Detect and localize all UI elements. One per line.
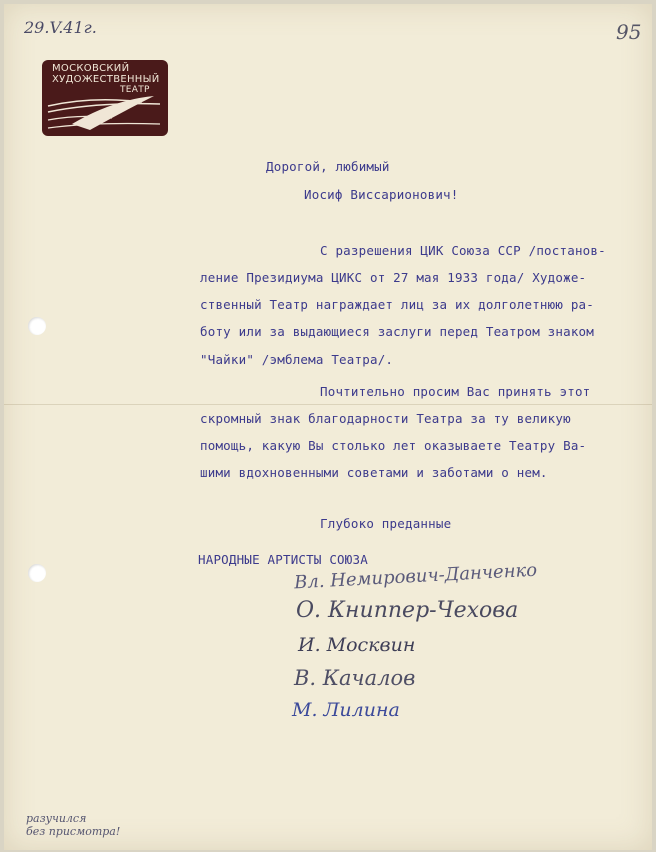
- margin-note: [26, 812, 156, 838]
- theatre-letterhead-logo: [42, 60, 168, 136]
- margin-note-line-1: разучился: [26, 812, 87, 825]
- letterhead-line-1: МОСКОВСКИЙ: [52, 63, 130, 74]
- paragraph-2-line-4: шими вдохновенными советами и заботами о нем.: [200, 465, 548, 480]
- signature-kachalov: В. Качалов: [294, 666, 416, 690]
- paragraph-2-line-1: Почтительно просим Вас принять этот: [320, 384, 591, 399]
- margin-note-line-2: без присмотра!: [26, 825, 121, 838]
- paragraph-2-line-3: помощь, какую Вы столько лет оказываете Театру Ва-: [200, 438, 587, 453]
- paragraph-2-line-2: скромный знак благодарности Театра за ту великую: [200, 411, 571, 426]
- folio-number: 95: [616, 20, 642, 44]
- closing-line: Глубоко преданные: [320, 516, 452, 531]
- letter-page: [4, 4, 652, 850]
- signature-knipper-chekhova: О. Книппер-Чехова: [296, 598, 519, 623]
- letterhead-line-3: ТЕАТР: [120, 85, 150, 95]
- punch-hole-bottom: [28, 564, 46, 582]
- seagull-icon: [42, 94, 168, 136]
- signature-moskvin: И. Москвин: [298, 634, 416, 656]
- handwritten-date: 29.V.41г.: [24, 18, 97, 37]
- paragraph-1-line-1: С разрешения ЦИК Союза ССР /постанов-: [320, 243, 606, 258]
- signature-lilina: М. Лилина: [292, 699, 400, 721]
- letterhead-line-2: ХУДОЖЕСТВЕННЫЙ: [52, 74, 160, 85]
- signatories-heading: НАРОДНЫЕ АРТИСТЫ СОЮЗА: [198, 552, 368, 567]
- paragraph-1-line-4: боту или за выдающиеся заслуги перед Театром знаком: [200, 324, 595, 339]
- paragraph-1-line-2: ление Президиума ЦИКС от 27 мая 1933 года/ Художе-: [200, 270, 587, 285]
- salutation-line-1: Дорогой, любимый: [266, 159, 390, 174]
- punch-hole-top: [28, 317, 46, 335]
- signature-nemirovich-danchenko: Вл. Немирович-Данченко: [293, 559, 538, 594]
- paragraph-1-line-5: "Чайки" /эмблема Театра/.: [200, 352, 394, 367]
- salutation-line-2: Иосиф Виссарионович!: [304, 187, 459, 202]
- fold-line: [4, 404, 652, 405]
- paragraph-1-line-3: ственный Театр награждает лиц за их долголетнюю ра-: [200, 297, 595, 312]
